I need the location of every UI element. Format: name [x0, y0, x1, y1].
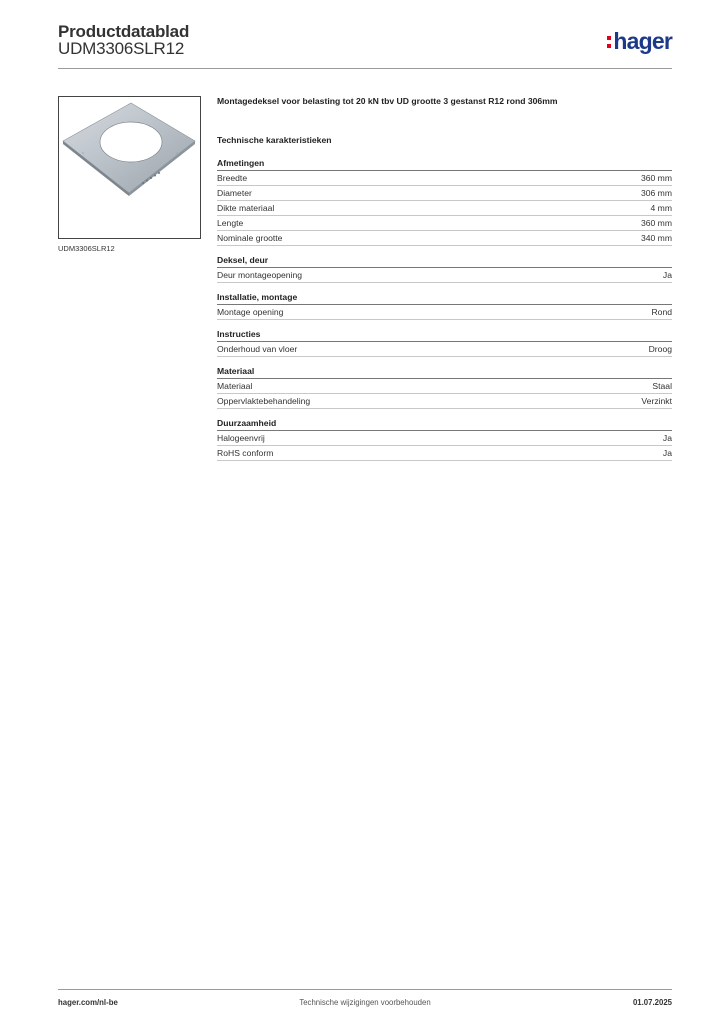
spec-label: Nominale grootte: [217, 233, 283, 243]
footer-date: 01.07.2025: [632, 998, 672, 1007]
spec-label: Halogeenvrij: [217, 433, 265, 443]
spec-value: 340 mm: [640, 233, 672, 243]
section-instructions: [217, 329, 672, 357]
spec-value: Ja: [662, 448, 672, 458]
spec-row: [217, 431, 672, 446]
section-title: Deksel, deur: [217, 255, 672, 268]
spec-label: Diameter: [217, 188, 252, 198]
spec-label: Deur montageopening: [217, 270, 303, 280]
spec-label: Dikte materiaal: [217, 203, 275, 213]
logo-dots-icon: [607, 36, 611, 48]
spec-row: [217, 394, 672, 409]
cover-plate-image: [59, 97, 200, 238]
spec-row: [217, 201, 672, 216]
section-title: Instructies: [217, 329, 672, 342]
section-title: Duurzaamheid: [217, 418, 672, 431]
spec-value: Rond: [651, 307, 672, 317]
footer-divider: [58, 989, 672, 990]
page-header: [58, 22, 672, 70]
spec-value: Droog: [648, 344, 672, 354]
spec-value: Verzinkt: [641, 396, 672, 406]
spec-label: RoHS conform: [217, 448, 274, 458]
spec-value: 306 mm: [640, 188, 672, 198]
spec-row: [217, 231, 672, 246]
product-content: [217, 96, 672, 470]
product-image: [58, 96, 201, 239]
section-dimensions: [217, 158, 672, 246]
image-caption: UDM3306SLR12: [58, 244, 115, 253]
product-code-title: UDM3306SLR12: [58, 39, 185, 58]
spec-label: Montage opening: [217, 307, 284, 317]
footer-notice: Technische wijzigingen voorbehouden: [299, 998, 431, 1007]
section-material: [217, 366, 672, 409]
spec-value: 360 mm: [640, 218, 672, 228]
spec-row: [217, 171, 672, 186]
spec-label: Breedte: [217, 173, 248, 183]
spec-row: [217, 268, 672, 283]
spec-label: Materiaal: [217, 381, 253, 391]
technical-characteristics-heading: Technische karakteristieken: [217, 135, 332, 145]
section-title: Afmetingen: [217, 158, 672, 171]
logo-text: hager: [613, 28, 672, 54]
section-cover-door: [217, 255, 672, 283]
hager-logo: [607, 28, 672, 55]
spec-row: [217, 305, 672, 320]
footer-website-link[interactable]: hager.com/nl-be: [58, 998, 118, 1007]
spec-value: Staal: [652, 381, 672, 391]
spec-row: [217, 342, 672, 357]
section-title: Installatie, montage: [217, 292, 672, 305]
spec-label: Lengte: [217, 218, 244, 228]
product-description: Montagedeksel voor belasting tot 20 kN tbv UD grootte 3 gestanst R12 rond 306mm: [217, 96, 558, 106]
spec-label: Onderhoud van vloer: [217, 344, 298, 354]
spec-label: Oppervlaktebehandeling: [217, 396, 311, 406]
spec-row: [217, 216, 672, 231]
page-footer: [58, 998, 672, 1010]
header-divider: [58, 68, 672, 69]
section-title: Materiaal: [217, 366, 672, 379]
document-title: Productdatablad: [58, 22, 190, 41]
section-sustainability: [217, 418, 672, 461]
spec-row: [217, 446, 672, 461]
spec-row: [217, 186, 672, 201]
spec-value: Ja: [662, 433, 672, 443]
spec-value: 360 mm: [640, 173, 672, 183]
section-installation: [217, 292, 672, 320]
spec-row: [217, 379, 672, 394]
spec-value: Ja: [662, 270, 672, 280]
spec-value: 4 mm: [650, 203, 672, 213]
